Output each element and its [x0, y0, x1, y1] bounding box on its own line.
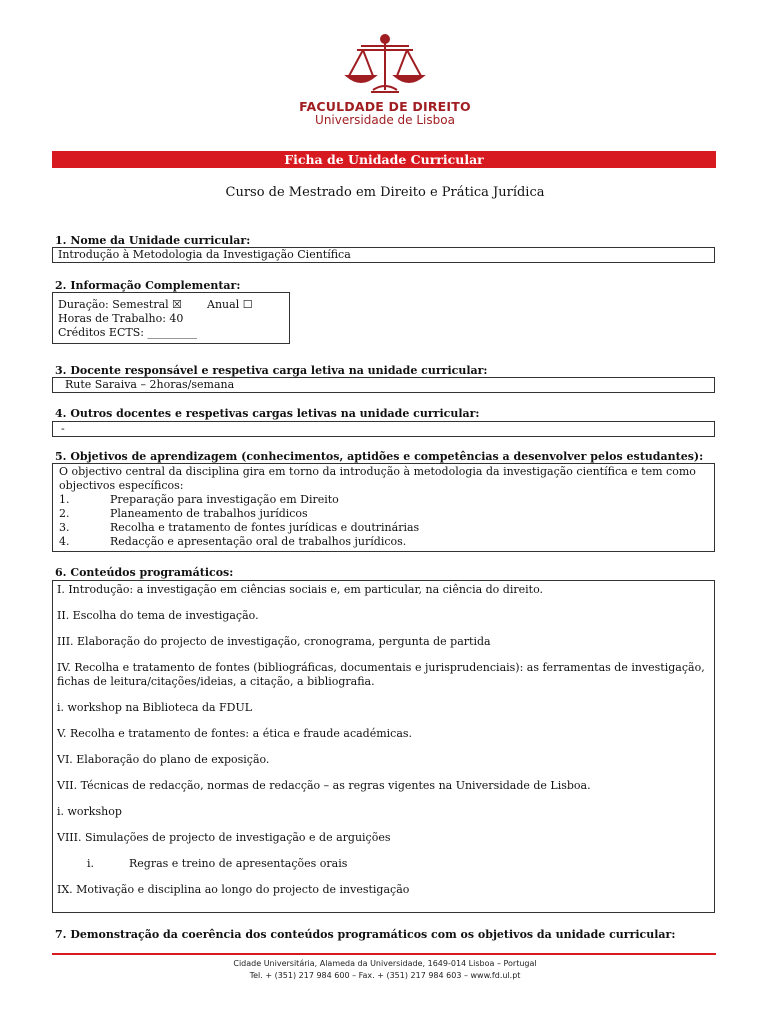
unit-name-value: Introdução à Metodologia da Investigação Científica — [58, 248, 351, 261]
list-item: 1. Preparação para investigação em Direito — [59, 493, 339, 506]
footer-address: Cidade Universitária, Alameda da Universidade, 1649-014 Lisboa – Portugal — [233, 959, 537, 968]
logo-university-name: Universidade de Lisboa — [315, 113, 455, 127]
section-5-heading: 5. Objetivos de aprendizagem (conhecimentos, aptidões e competências a desenvolver pelos estudantes): — [55, 450, 704, 463]
faculty-logo-icon — [335, 32, 435, 98]
other-lecturers-field — [52, 421, 715, 437]
annual-checkbox[interactable]: ☐ — [242, 298, 253, 311]
lecturer-field — [52, 377, 715, 393]
syllabus-item: IX. Motivação e disciplina ao longo do projecto de investigação — [57, 883, 410, 896]
syllabus-item: i. workshop — [57, 805, 122, 818]
syllabus-item: VII. Técnicas de redacção, normas de redacção – as regras vigentes na Universidade de Lisboa. — [57, 779, 591, 792]
duration-label: Duração: Semestral — [58, 298, 169, 311]
course-name: Curso de Mestrado em Direito e Prática Jurídica — [225, 185, 545, 200]
semestral-checkbox[interactable]: ☒ — [172, 298, 183, 311]
syllabus-item: III. Elaboração do projecto de investigação, cronograma, pergunta de partida — [57, 635, 491, 648]
objectives-box — [52, 463, 715, 552]
section-2-heading: 2. Informação Complementar: — [55, 279, 241, 292]
list-item: 2. Planeamento de trabalhos jurídicos — [59, 507, 308, 520]
objectives-intro-line2: objectivos específicos: — [59, 479, 184, 492]
lecturer-value: Rute Saraiva – 2horas/semana — [65, 378, 235, 391]
list-item: 4. Redacção e apresentação oral de trabalhos jurídicos. — [59, 535, 407, 548]
syllabus-item: IV. Recolha e tratamento de fontes (bibliográficas, documentais e jurisprudenciais): as ferramentas de investigação, fichas de leitura/citações/ideias, a citação, a bibliografia. — [57, 661, 705, 688]
objectives-intro-line1: O objectivo central da disciplina gira em torno da introdução à metodologia da investigação científica e tem como — [59, 465, 696, 478]
footer-divider — [52, 953, 716, 955]
annual-label: Anual — [207, 298, 240, 311]
document-title: Ficha de Unidade Curricular — [52, 151, 716, 168]
syllabus-item: VIII. Simulações de projecto de investigação e de arguições — [57, 831, 391, 844]
syllabus-item: i. Regras e treino de apresentações orais — [87, 857, 348, 870]
section-6-heading: 6. Conteúdos programáticos: — [55, 566, 234, 579]
syllabus-item: I. Introdução: a investigação em ciências sociais e, em particular, na ciência do direito. — [57, 583, 543, 596]
ects-credits: Créditos ECTS: _________ — [58, 326, 197, 339]
syllabus-item: VI. Elaboração do plano de exposição. — [57, 753, 270, 766]
list-item: 3. Recolha e tratamento de fontes jurídicas e doutrinárias — [59, 521, 420, 534]
unit-name-field — [52, 247, 715, 263]
syllabus-item: i. workshop na Biblioteca da FDUL — [57, 701, 253, 714]
section-3-heading: 3. Docente responsável e respetiva carga letiva na unidade curricular: — [55, 364, 488, 377]
logo-faculty-name: FACULDADE DE DIREITO — [299, 99, 471, 114]
section-4-heading: 4. Outros docentes e respetivas cargas letivas na unidade curricular: — [55, 407, 480, 420]
footer-contacts: Tel. + (351) 217 984 600 – Fax. + (351) 217 984 603 – www.fd.ul.pt — [249, 971, 521, 980]
syllabus-item: II. Escolha do tema de investigação. — [57, 609, 259, 622]
work-hours: Horas de Trabalho: 40 — [58, 312, 184, 325]
syllabus-box — [52, 580, 715, 913]
section-1-heading: 1. Nome da Unidade curricular: — [55, 234, 251, 247]
syllabus-item: V. Recolha e tratamento de fontes: a ética e fraude académicas. — [57, 727, 413, 740]
complementary-info-box — [52, 292, 290, 344]
section-7-heading: 7. Demonstração da coerência dos conteúdos programáticos com os objetivos da unidade curricular: — [55, 928, 676, 941]
other-lecturers-value: - — [61, 422, 65, 435]
